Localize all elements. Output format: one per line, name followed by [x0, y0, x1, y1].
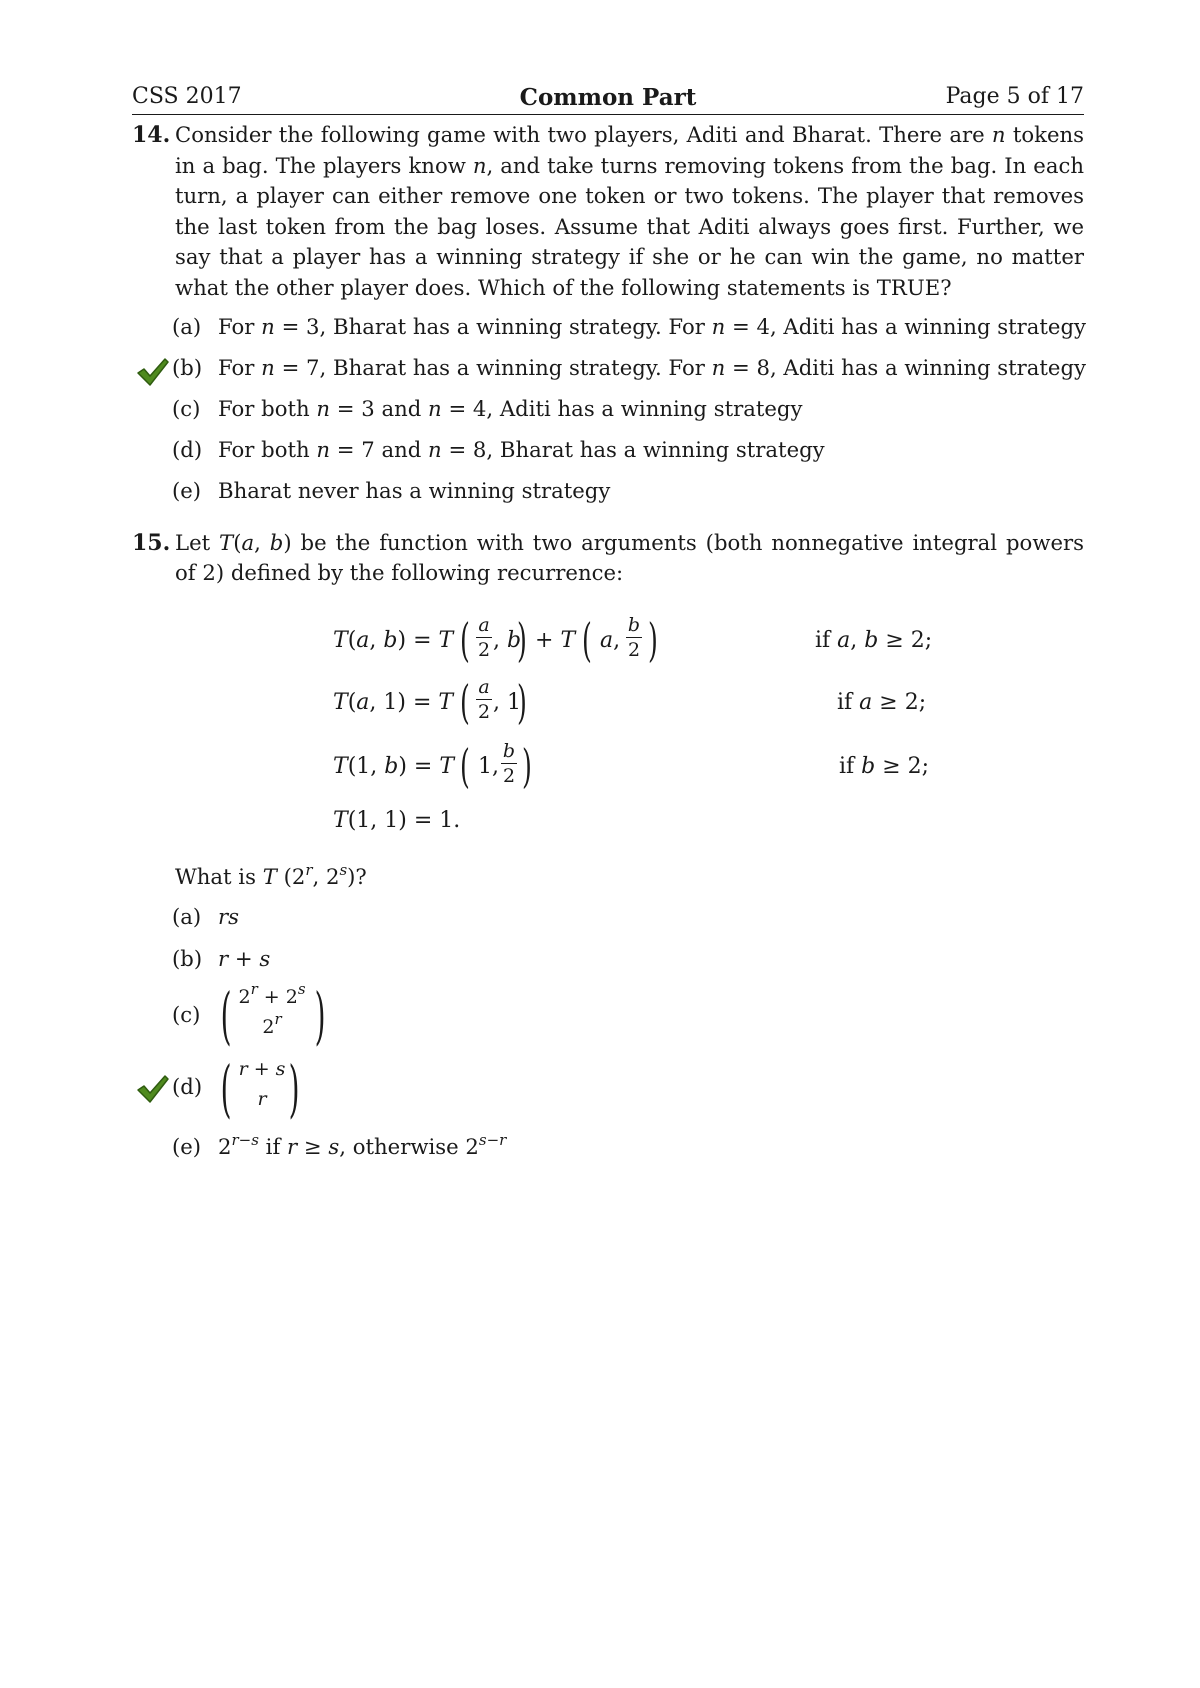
recurrence-1-condition: if a, b ≥ 2;	[815, 628, 933, 653]
option-letter: (d)	[172, 437, 203, 462]
question-15-intro-line1: Let T(a, b) be the function with two arguments (both nonnegative integral powers	[175, 530, 1084, 555]
paren-right: )	[517, 675, 527, 729]
option-letter: (c)	[172, 396, 201, 421]
binom-paren-left: (	[220, 979, 232, 1052]
paren-right: )	[648, 613, 658, 667]
paren-left: (	[582, 613, 592, 667]
checkmark-icon	[136, 357, 170, 387]
paren-left: (	[460, 613, 470, 667]
option-text: Bharat never has a winning strategy	[218, 478, 611, 503]
option-letter: (a)	[172, 314, 202, 339]
option-letter: (d)	[172, 1074, 203, 1099]
question-14-text: Consider the following game with two players, Aditi and Bharat. There are n tokens in a bag. The players know n, and take turns removing tokens from the bag. In each turn, a player can either remove one token or two tokens. The player that removes the last token from the bag loses. Assume that Aditi always goes first. Further, we say that a player has a winning strategy if she or he can win the game, no matter what the other player does. Which of the following statements is TRUE?	[175, 122, 1084, 300]
option-letter: (b)	[172, 946, 203, 971]
header-section: Common Part	[519, 84, 697, 111]
header-rule	[132, 114, 1084, 115]
option-letter: (a)	[172, 904, 202, 929]
paren-left: (	[460, 739, 470, 793]
recurrence-2-condition: if a ≥ 2;	[837, 690, 927, 715]
option-letter: (c)	[172, 1002, 201, 1027]
paren-right: )	[517, 613, 527, 667]
recurrence-3-condition: if b ≥ 2;	[839, 754, 930, 779]
fraction-b-over-2: b 2	[502, 740, 516, 787]
binom-paren-left: (	[220, 1052, 232, 1125]
recurrence-3-lhs: T(1, b) = T	[333, 754, 455, 779]
page-header	[132, 84, 1084, 116]
paren-right: )	[522, 739, 532, 793]
question-15-prompt: What is T (2$^r$, 2$^s$)?	[175, 861, 367, 889]
fraction-a-over-2: a 2	[477, 614, 491, 661]
binom-paren-right: )	[314, 979, 326, 1052]
option-text: For both n = 7 and n = 8, Bharat has a winning strategy	[218, 437, 825, 462]
binomial-c: $2^r + 2^s$ 2$^r$	[238, 980, 306, 1038]
binomial-d: r + s r	[238, 1058, 286, 1110]
recurrence-1-plus: + T	[535, 628, 576, 653]
recurrence-4: T(1, 1) = 1.	[333, 808, 461, 833]
recurrence-1-lhs: T(a, b) = T	[333, 628, 454, 653]
recurrence-2-lhs: T(a, 1) = T	[333, 690, 454, 715]
fraction-a-over-2: a 2	[477, 676, 491, 723]
recurrence-1-arg2: a,	[600, 628, 621, 653]
recurrence-2-arg: , 1	[493, 690, 521, 715]
fraction-b-over-2: b 2	[627, 614, 641, 661]
option-letter: (b)	[172, 355, 203, 380]
paren-left: (	[460, 675, 470, 729]
option-letter: (e)	[172, 478, 202, 503]
option-text: For n = 3, Bharat has a winning strategy. For n = 4, Aditi has a winning strategy	[218, 314, 1086, 339]
binom-paren-right: )	[288, 1052, 300, 1125]
question-number-14: 14.	[132, 122, 171, 148]
option-text: For both n = 3 and n = 4, Aditi has a winning strategy	[218, 396, 803, 421]
option-text: r + s	[218, 946, 271, 971]
question-15-intro-line2: of 2) defined by the following recurrence:	[175, 560, 624, 585]
recurrence-1-arg: , b	[493, 628, 522, 653]
checkmark-icon	[136, 1074, 170, 1104]
option-text: For n = 7, Bharat has a winning strategy. For n = 8, Aditi has a winning strategy	[218, 355, 1086, 380]
option-letter: (e)	[172, 1134, 202, 1159]
header-page-number: Page 5 of 17	[945, 84, 1084, 109]
question-number-15: 15.	[132, 530, 171, 556]
header-course: CSS 2017	[132, 84, 242, 109]
option-text: rs	[218, 904, 240, 929]
option-text: $2^{r-s}$ if r ≥ s, otherwise $2^{s-r}$	[218, 1131, 507, 1159]
recurrence-3-arg: 1,	[478, 754, 499, 779]
